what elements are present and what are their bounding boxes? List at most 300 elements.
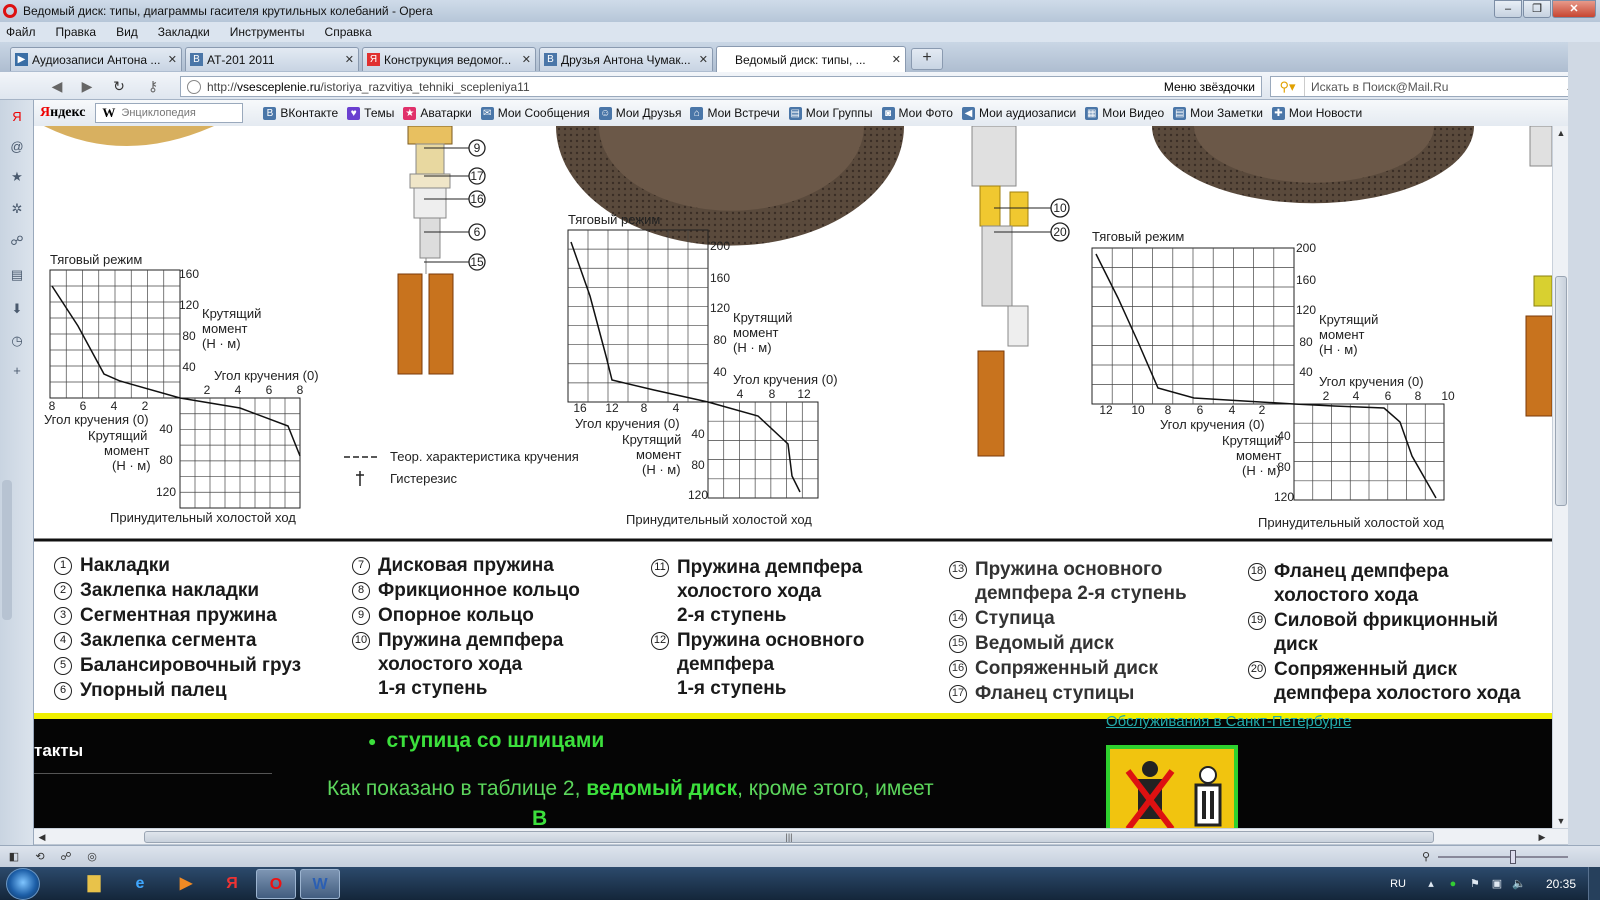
bookmark-5[interactable] [599, 106, 682, 120]
traction-label-2: Тяговый режим [568, 212, 661, 227]
house-icon: ⌂ [690, 107, 703, 120]
tick-label: 8 [1414, 389, 1422, 403]
tick-label: 6 [265, 383, 273, 397]
play-icon: ▶ [15, 53, 28, 66]
legend-text: Накладки [80, 555, 170, 576]
globe-icon [187, 80, 201, 94]
torque-unit-label-2b: (Н · м) [642, 462, 681, 477]
forced-idle-label-2: Принудительный холостой ход [626, 512, 812, 527]
legend-item [949, 607, 1187, 631]
torque-moment-label-1: момент [202, 321, 248, 336]
windows-taskbar [0, 867, 1600, 900]
legend-number: 12 [651, 632, 669, 650]
taskbar-yandex-button[interactable] [212, 869, 252, 899]
back-button[interactable]: ◀ [51, 78, 63, 94]
legend-number: 17 [949, 685, 967, 703]
bookmark-11[interactable] [1173, 106, 1263, 120]
legend-number: 16 [949, 660, 967, 678]
paragraph-next-line: В [532, 807, 548, 828]
encyclopedia-search[interactable] [95, 103, 243, 123]
legend-item [949, 682, 1187, 706]
opera-side-panel [0, 100, 34, 845]
legend-number: 18 [1248, 563, 1266, 581]
widgets-panel-icon[interactable]: ✲ [11, 201, 23, 216]
para-end: , кроме этого, имеет [737, 777, 934, 800]
chart2-lower-grid [708, 402, 818, 498]
tick-label: 16 [573, 401, 587, 415]
tab-label: АТ-201 2011 [207, 52, 275, 67]
legend-number: 9 [352, 607, 370, 625]
tick-label: 200 [709, 239, 731, 253]
legend-number: 20 [1248, 661, 1266, 679]
bookmark-label: Мои аудиозаписи [978, 106, 1077, 120]
bookmark-items [263, 106, 1371, 120]
bookmark-label: Мои Группы [805, 106, 873, 120]
legend-number: 3 [54, 607, 72, 625]
puzzle-icon: ✚ [1272, 107, 1285, 120]
legend-text: Заклепка сегмента [80, 630, 257, 651]
menu-tools[interactable]: Инструменты [229, 25, 305, 39]
key-icon[interactable]: ⚷ [147, 78, 159, 94]
bookmark-10[interactable] [1085, 106, 1164, 120]
menu-bookmarks[interactable]: Закладки [157, 25, 210, 39]
legend-number: 14 [949, 610, 967, 628]
media-icon: ▶ [179, 875, 193, 892]
bookmark-3[interactable] [403, 106, 471, 120]
bookmark-1[interactable] [263, 106, 338, 120]
tick-label: 80 [182, 329, 196, 343]
hub-section-left [398, 126, 453, 374]
opera-icon: O [269, 876, 283, 893]
tick-label: 4 [234, 383, 242, 397]
tick-label: 120 [709, 301, 731, 315]
tab-friends[interactable] [539, 47, 713, 71]
downloads-panel-icon[interactable]: ⬇ [11, 301, 23, 316]
paragraph-line [327, 777, 934, 801]
word-icon: W [312, 876, 328, 893]
vertical-scroll-thumb[interactable] [1555, 276, 1567, 506]
forward-button[interactable]: ▶ [81, 78, 93, 94]
grid-frame [568, 230, 708, 402]
menu-bar [0, 22, 1600, 42]
torque-label-2: Крутящий [733, 310, 793, 325]
tray-app-icon[interactable]: ● [1449, 877, 1457, 890]
tray-flag-icon[interactable]: ⚑ [1470, 877, 1480, 890]
chart2-curve [571, 242, 800, 492]
disc-edge-left [44, 126, 214, 146]
theor-label: Теор. характеристика кручения [390, 449, 579, 464]
zoom-slider[interactable] [1438, 856, 1568, 858]
bookmark-12[interactable] [1272, 106, 1362, 120]
page-body [34, 713, 1552, 828]
vertical-scrollbar[interactable] [1552, 126, 1568, 828]
bookmark-label: Аватарки [420, 106, 472, 120]
legend-text: Ведомый диск [975, 633, 1114, 654]
star-icon: ★ [403, 107, 416, 120]
legend-item [949, 558, 1187, 606]
callout-number: 20 [1053, 225, 1067, 239]
tick-label: 120 [1295, 303, 1317, 317]
torque-moment-label-1b: момент [104, 443, 150, 458]
torque-label-1: Крутящий [202, 306, 262, 321]
tab-label: Аудиозаписи Антона ... [32, 52, 161, 67]
yandex-logo-first: Я [40, 105, 51, 120]
vk-icon: B [190, 53, 203, 66]
tick-label: 80 [1299, 335, 1313, 349]
tick-label: 80 [1277, 460, 1291, 474]
tick-label: 6 [1196, 403, 1204, 417]
close-tab-icon[interactable]: ✕ [891, 54, 901, 66]
traction-label-1: Тяговый режим [50, 252, 143, 267]
legend-text: Фланец ступицы [975, 683, 1135, 704]
para-bold: ведомый диск [586, 777, 738, 800]
tab-audio[interactable] [10, 47, 182, 71]
tick-label: 120 [1273, 490, 1295, 504]
service-link[interactable]: Обслуживания в Санкт-Петербурге [1106, 713, 1352, 730]
legend-number: 19 [1248, 612, 1266, 630]
bookmark-label: Мои Новости [1288, 106, 1363, 120]
torque-label-1b: Крутящий [88, 428, 148, 443]
zoom-slider-knob[interactable] [1510, 850, 1516, 864]
tick-label: 2 [1258, 403, 1266, 417]
legend-item [651, 556, 864, 628]
url-path: /istoriya_razvitiya_tehniki_scepleniya11 [320, 79, 530, 94]
legend-number: 7 [352, 557, 370, 575]
contacts-link[interactable]: такты [34, 741, 84, 760]
callout-number: 6 [473, 225, 481, 239]
url-scheme: http:// [207, 79, 238, 94]
doc-icon: ▤ [790, 107, 800, 119]
tick-label: 12 [605, 401, 619, 415]
yandex-icon: Я [367, 53, 380, 66]
bookmark-8[interactable] [882, 106, 953, 120]
system-tray [1390, 867, 1600, 900]
legend-text: Пружина демпфера холостого хода 2-я ступень [677, 557, 863, 626]
torque-moment-label-3: момент [1319, 327, 1365, 342]
torque-moment-label-2: момент [733, 325, 779, 340]
tick-label: 4 [736, 387, 744, 401]
tick-label: 4 [1228, 403, 1236, 417]
legend-item [1248, 609, 1521, 657]
callout-number: 17 [470, 169, 484, 183]
menu-edit[interactable]: Правка [55, 25, 97, 39]
tick-label: 120 [687, 488, 709, 502]
clock[interactable]: 20:35 [1545, 876, 1576, 891]
magnifier-icon[interactable]: ⚲ [1421, 851, 1431, 863]
legend-number: 11 [651, 559, 669, 577]
legend-text: Сопряженный диск [975, 658, 1158, 679]
chart3-upper-grid [1092, 248, 1294, 404]
encyclopedia-placeholder: Энциклопедия [121, 107, 196, 119]
legend-text: Пружина основного демпфера 2-я ступень [975, 559, 1187, 604]
taskbar-ie-button[interactable] [120, 869, 160, 899]
legend-number: 5 [54, 657, 72, 675]
scroll-right-icon[interactable]: ▶ [1538, 832, 1546, 842]
taskbar-explorer-button[interactable] [74, 869, 114, 899]
traction-label-3: Тяговый режим [1092, 229, 1185, 244]
callout-number: 15 [470, 255, 484, 269]
bookmark-9[interactable] [962, 106, 1076, 120]
tick-label: 10 [1131, 403, 1145, 417]
bookmark-2[interactable] [347, 106, 394, 120]
legend-text: Заклепка накладки [80, 580, 260, 601]
taskbar-media-button[interactable] [166, 869, 206, 899]
tab-at201[interactable] [185, 47, 359, 71]
right-window-border [1568, 42, 1600, 845]
tab-label: Друзья Антона Чумак... [561, 52, 691, 67]
contacts-divider [34, 773, 272, 774]
horizontal-scrollbar[interactable] [34, 828, 1568, 844]
tick-label: 12 [1099, 403, 1113, 417]
scroll-down-icon[interactable]: ▼ [1556, 816, 1566, 826]
new-tab-button[interactable]: + [911, 48, 943, 70]
network-icon[interactable]: ▣ [1491, 877, 1503, 890]
address-toolbar [0, 72, 1600, 100]
scroll-left-icon[interactable]: ◀ [38, 832, 46, 842]
film-icon: ▦ [1087, 107, 1097, 119]
hub-section-mid [972, 126, 1028, 456]
legend-column-2 [352, 554, 580, 702]
angle-label-1b: Угол кручения (0) [44, 412, 149, 427]
angle-label-2b: Угол кручения (0) [575, 416, 680, 431]
tick-label: 160 [1295, 273, 1317, 287]
menu-help[interactable]: Справка [324, 25, 372, 39]
bookmark-4[interactable] [481, 106, 590, 120]
warning-banner[interactable] [1106, 745, 1238, 828]
close-window-button[interactable]: ✕ [1552, 0, 1596, 18]
url-host: vsesceplenie.ru [237, 79, 321, 94]
ie-icon: e [135, 875, 145, 892]
bookmark-7[interactable] [789, 106, 873, 120]
search-placeholder: Искать в Поиск@Mail.Ru [1311, 79, 1449, 94]
legend-number: 6 [54, 682, 72, 700]
close-tab-icon[interactable]: ✕ [521, 54, 531, 66]
tick-label: 2 [203, 383, 211, 397]
search-engine-icon[interactable]: ⚲▾ [1271, 77, 1305, 96]
chart1-lower-grid [180, 398, 300, 508]
tick-label: 200 [1295, 241, 1317, 255]
legend-item [352, 604, 580, 628]
maximize-button[interactable]: ❐ [1523, 0, 1551, 18]
taskbar-word-button[interactable] [300, 869, 340, 899]
turbo-icon[interactable]: ◎ [87, 851, 97, 863]
bookmark-label: Мои Видео [1102, 106, 1165, 120]
yandex-logo[interactable] [40, 105, 85, 121]
yandex-panel-icon[interactable]: Я [12, 109, 22, 124]
legend-number: 4 [54, 632, 72, 650]
tick-label: 8 [640, 401, 648, 415]
legend-column-5 [1248, 560, 1521, 707]
tick-label: 40 [1277, 429, 1291, 443]
minimize-button[interactable]: ‒ [1494, 0, 1522, 18]
torque-unit-label-2: (Н · м) [733, 340, 772, 355]
grid-frame [708, 402, 818, 498]
history-panel-icon[interactable]: ◷ [11, 333, 23, 348]
vk-icon: B [544, 53, 557, 66]
tick-label: 8 [48, 399, 56, 413]
legend-column-1 [54, 554, 301, 704]
chart3-lower-grid [1294, 404, 1444, 500]
taskbar-opera-button[interactable] [256, 869, 296, 899]
legend-column-3 [651, 556, 864, 702]
hyst-label: Гистерезис [390, 471, 458, 486]
no-people-icon [1110, 749, 1234, 828]
envelope-icon: ✉ [481, 107, 494, 120]
forced-idle-label-1: Принудительный холостой ход [110, 510, 296, 525]
bookmark-label: ВКонтакте [280, 106, 339, 120]
tick-label: 6 [1384, 389, 1392, 403]
legend-column-4 [949, 558, 1187, 707]
reload-button[interactable]: ↻ [113, 78, 125, 94]
legend-number: 13 [949, 561, 967, 579]
yandex-icon: Я [226, 875, 238, 892]
tick-label: 12 [797, 387, 811, 401]
angle-label-1: Угол кручения (0) [214, 368, 319, 383]
torque-label-2b: Крутящий [622, 432, 682, 447]
torque-unit-label-1b: (Н · м) [112, 458, 151, 473]
callout-number: 10 [1053, 201, 1067, 215]
bullet-text: ступица со шлицами [386, 729, 605, 752]
tick-label: 80 [713, 333, 727, 347]
menu-file[interactable]: Файл [6, 25, 36, 39]
legend-text: Дисковая пружина [378, 555, 554, 576]
tick-label: 4 [672, 401, 680, 415]
bookmark-label: Мои Заметки [1190, 106, 1263, 120]
window-title-bar[interactable] [0, 0, 1600, 22]
legend-number: 1 [54, 557, 72, 575]
unite-icon[interactable]: ☍ [60, 851, 72, 863]
legend-item [651, 629, 864, 701]
bookmarks-bar [34, 100, 1600, 126]
legend-item [54, 654, 301, 678]
tick-label: 160 [709, 271, 731, 285]
tab-bar [0, 42, 1600, 72]
torque-label-3b: Крутящий [1222, 433, 1282, 448]
menu-view[interactable]: Вид [116, 25, 138, 39]
legend-item [54, 629, 301, 653]
tab-driven-disc[interactable] [716, 46, 906, 72]
angle-label-3: Угол кручения (0) [1319, 374, 1424, 389]
tick-label: 40 [713, 365, 727, 379]
legend-text: Опорное кольцо [378, 605, 534, 626]
tick-label: 8 [768, 387, 776, 401]
legend-number: 2 [54, 582, 72, 600]
legend-item [352, 629, 580, 701]
bullet-item [368, 729, 604, 753]
legend-text: Балансировочный груз [80, 655, 302, 676]
damper-diagram-image [34, 126, 1552, 543]
torque-moment-label-3b: момент [1236, 448, 1282, 463]
panel-toggle-icon[interactable]: ◧ [8, 851, 20, 863]
wikipedia-icon: W [102, 105, 116, 120]
scroll-up-icon[interactable]: ▲ [1556, 128, 1566, 138]
explorer-icon: ▇ [87, 875, 101, 892]
page-viewport [34, 126, 1552, 828]
notes-panel-icon[interactable]: ▤ [10, 267, 24, 282]
close-tab-icon[interactable]: ✕ [344, 54, 354, 66]
tick-label: 40 [691, 427, 705, 441]
search-field[interactable] [1270, 76, 1588, 97]
callout-number: 16 [470, 192, 484, 206]
camera-icon: ◙ [882, 107, 895, 120]
volume-icon[interactable]: 🔈 [1512, 877, 1526, 890]
angle-label-3b: Угол кручения (0) [1160, 417, 1265, 432]
chart2-upper-grid [568, 230, 708, 402]
person-icon: ☺ [600, 107, 611, 119]
add-panel-icon[interactable]: + [13, 363, 21, 378]
close-tab-icon[interactable]: ✕ [698, 54, 708, 66]
start-button[interactable] [6, 868, 40, 900]
address-field[interactable] [180, 76, 1262, 97]
callout-number: 9 [473, 141, 481, 155]
legend-text: Силовой фрикционный диск [1274, 610, 1499, 655]
tick-label: 40 [1299, 365, 1313, 379]
bookmark-label: Мои Друзья [615, 106, 682, 120]
tick-label: 40 [159, 422, 173, 436]
panel-resize-handle[interactable] [2, 480, 12, 620]
legend-text: Фланец демпфера холостого хода [1274, 561, 1449, 606]
legend-item [54, 604, 301, 628]
legend-item [54, 554, 301, 578]
legend-number: 8 [352, 582, 370, 600]
torque-unit-label-1: (Н · м) [202, 336, 241, 351]
bookmarks-star-menu[interactable]: Меню звёздочки [1163, 80, 1255, 94]
torque-moment-label-2b: момент [636, 447, 682, 462]
mail-panel-icon[interactable]: @ [10, 139, 24, 154]
legend-text: Пружина демпфера холостого хода 1-я ступень [378, 630, 564, 699]
tick-label: 120 [178, 298, 200, 312]
tick-label: 2 [1322, 389, 1330, 403]
contacts-panel-icon[interactable]: ☍ [10, 233, 24, 248]
heart-icon: ♥ [347, 107, 360, 120]
tick-label: 40 [182, 360, 196, 374]
horizontal-scroll-thumb[interactable]: ||| [144, 831, 1434, 843]
forced-idle-label-3: Принудительный холостой ход [1258, 515, 1444, 530]
legend-text: Упорный палец [80, 680, 227, 701]
window-controls [1493, 0, 1596, 18]
tab-label: Ведомый диск: типы, ... [735, 52, 866, 67]
legend-text: Ступица [975, 608, 1055, 629]
parts-legend [34, 546, 1552, 718]
tab-construction[interactable] [362, 47, 536, 71]
status-bar [0, 845, 1600, 867]
note-icon: ▤ [1174, 107, 1185, 119]
tick-label: 4 [1352, 389, 1360, 403]
tick-label: 8 [296, 383, 304, 397]
window-title: Ведомый диск: типы, диаграммы гасителя крутильных колебаний - Opera [23, 4, 433, 18]
legend-number: 15 [949, 635, 967, 653]
torque-unit-label-3b: (Н · м) [1242, 463, 1281, 478]
language-indicator[interactable]: RU [1390, 877, 1406, 890]
tray-arrow-icon[interactable]: ▴ [1428, 877, 1434, 890]
legend-text: Пружина основного демпфера 1-я ступень [677, 630, 865, 699]
vk-icon: B [263, 107, 276, 120]
tick-label: 120 [155, 485, 177, 499]
bookmark-6[interactable] [690, 106, 779, 120]
show-desktop-button[interactable] [1588, 867, 1600, 900]
legend-item [352, 554, 580, 578]
tick-label: 8 [1164, 403, 1172, 417]
sync-icon[interactable]: ⟲ [35, 851, 45, 863]
legend-text: Сегментная пружина [80, 605, 277, 626]
yandex-logo-rest: ндекс [50, 105, 86, 120]
opera-logo-icon [3, 4, 17, 18]
close-tab-icon[interactable]: ✕ [167, 54, 177, 66]
bookmark-label: Мои Встречи [707, 106, 780, 120]
legend-text: Фрикционное кольцо [378, 580, 580, 601]
bookmarks-panel-icon[interactable]: ★ [11, 169, 23, 184]
bookmark-label: Мои Сообщения [497, 106, 590, 120]
